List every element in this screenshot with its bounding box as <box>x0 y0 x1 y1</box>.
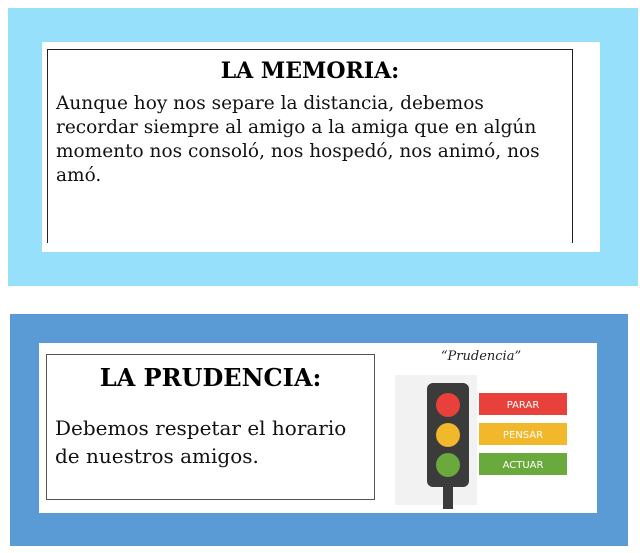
red-light <box>436 393 460 417</box>
green-light <box>436 453 460 477</box>
traffic-light-icon <box>393 373 569 509</box>
parar-label: PARAR <box>506 400 540 411</box>
yellow-light <box>436 423 460 447</box>
graphic-caption: “Prudencia” <box>440 349 522 364</box>
memoria-title: LA MEMORIA: <box>220 58 400 84</box>
prudencia-text: Debemos respetar el horario de nuestros amigos. <box>55 416 347 468</box>
prudencia-inner-frame <box>39 343 597 513</box>
traffic-light-graphic <box>393 349 569 509</box>
actuar-label: ACTUAR <box>502 460 544 471</box>
prudencia-text-box <box>46 354 375 500</box>
prudencia-panel <box>10 314 628 546</box>
pensar-label: PENSAR <box>502 430 544 441</box>
memoria-text: Aunque hoy nos separe la distancia, debemos recordar siempre al amigo a la amiga que en algún momento nos consoló, nos hospedó, nos animó, nos amó. <box>56 93 540 186</box>
prudencia-title: LA PRUDENCIA: <box>99 363 322 392</box>
memoria-text-box <box>47 49 573 243</box>
